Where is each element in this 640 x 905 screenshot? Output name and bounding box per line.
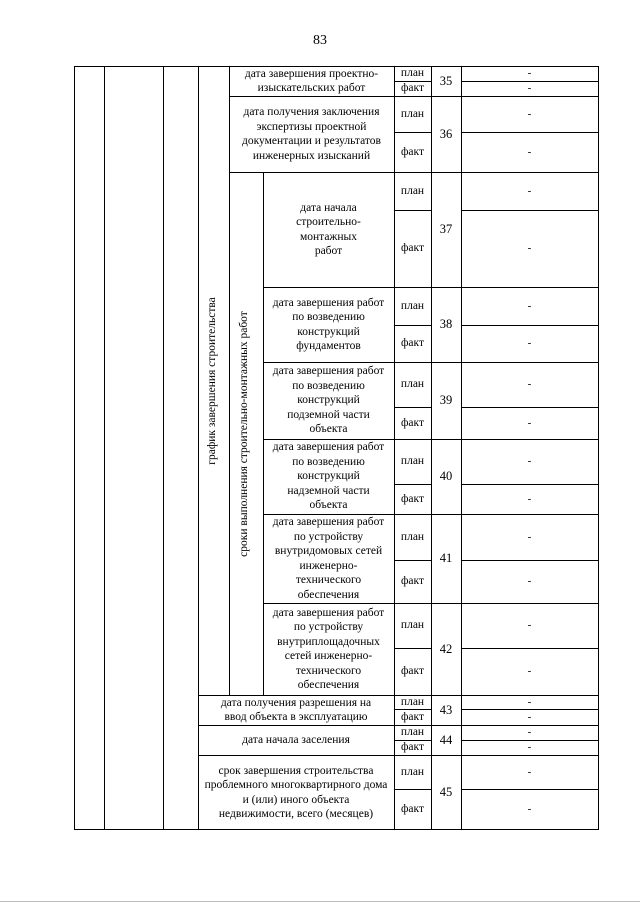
fact-value: - (527, 803, 532, 816)
page-number: 83 (313, 33, 327, 48)
fact-value: - (527, 82, 532, 95)
row-number: 43 (439, 702, 453, 717)
plan-value: - (527, 378, 532, 391)
plan-value: - (527, 184, 532, 197)
row-number: 35 (439, 73, 453, 88)
fact-label: факт (400, 803, 425, 816)
row-number: 41 (439, 551, 453, 566)
fact-value: - (527, 575, 532, 588)
row-label: дата получения разрешения на ввод объекта в эксплуатацию (220, 696, 372, 723)
fact-label: факт (400, 741, 425, 754)
row-label: дата начала строительно-монтажных работ (296, 201, 361, 257)
fact-value: - (527, 492, 532, 505)
row-label: срок завершения строительства проблемного многоквартирного дома и (или) иного объекта недвижимости, всего (месяцев) (204, 764, 388, 820)
row-label: дата завершения работ по устройству внутриплощадочных сетей инженерно-технического обеспечения (272, 606, 385, 691)
bottom-rule (0, 901, 640, 902)
plan-value: - (527, 726, 532, 739)
fact-value: - (527, 416, 532, 429)
plan-label: план (400, 378, 425, 391)
plan-value: - (527, 765, 532, 778)
plan-value: - (527, 530, 532, 543)
fact-value: - (527, 665, 532, 678)
row-label: дата завершения работ по возведению конструкций подземной части объекта (272, 365, 385, 436)
plan-label: план (400, 530, 425, 543)
vertical-label-schedule: график завершения строительства (206, 297, 218, 465)
fact-label: факт (400, 575, 425, 588)
fact-label: факт (400, 242, 425, 255)
row-label: дата получения заключения экспертизы проектной документации и результатов инженерных изысканий (242, 106, 381, 162)
fact-label: факт (400, 710, 425, 723)
fact-label: факт (400, 416, 425, 429)
fact-label: факт (400, 145, 425, 158)
row-label: дата завершения работ по возведению конструкций надземной части объекта (272, 441, 385, 512)
plan-label: план (400, 726, 425, 739)
row-number: 37 (439, 222, 453, 237)
fact-value: - (527, 145, 532, 158)
plan-label: план (400, 455, 425, 468)
fact-label: факт (400, 337, 425, 350)
fact-value: - (527, 337, 532, 350)
row-number: 40 (439, 469, 453, 484)
row-label: дата завершения проектно-изыскательских работ (244, 67, 379, 94)
fact-label: факт (400, 665, 425, 678)
plan-value: - (527, 455, 532, 468)
row-label: дата начала заселения (242, 733, 350, 746)
plan-value: - (527, 619, 532, 632)
plan-label: план (400, 107, 425, 120)
fact-label: факт (400, 82, 425, 95)
plan-label: план (400, 67, 425, 80)
plan-label: план (400, 695, 425, 708)
plan-label: план (400, 619, 425, 632)
fact-value: - (527, 242, 532, 255)
row-label: дата завершения работ по устройству внутридомовых сетей инженерно-технического обеспечения (272, 516, 385, 601)
plan-value: - (527, 695, 532, 708)
plan-value: - (527, 67, 532, 80)
row-number: 44 (439, 732, 453, 747)
row-number: 36 (439, 126, 453, 141)
fact-value: - (527, 741, 532, 754)
row-number: 38 (439, 317, 453, 332)
row-number: 45 (439, 785, 453, 800)
plan-label: план (400, 184, 425, 197)
row-label: дата завершения работ по возведению конструкций фундаментов (272, 296, 385, 352)
plan-label: план (400, 299, 425, 312)
row-number: 39 (439, 393, 453, 408)
plan-label: план (400, 765, 425, 778)
fact-label: факт (400, 492, 425, 505)
row-number: 42 (439, 641, 453, 656)
plan-value: - (527, 107, 532, 120)
plan-value: - (527, 299, 532, 312)
fact-value: - (527, 710, 532, 723)
vertical-label-construction-terms: сроки выполнения строительно-монтажных работ (238, 311, 250, 557)
